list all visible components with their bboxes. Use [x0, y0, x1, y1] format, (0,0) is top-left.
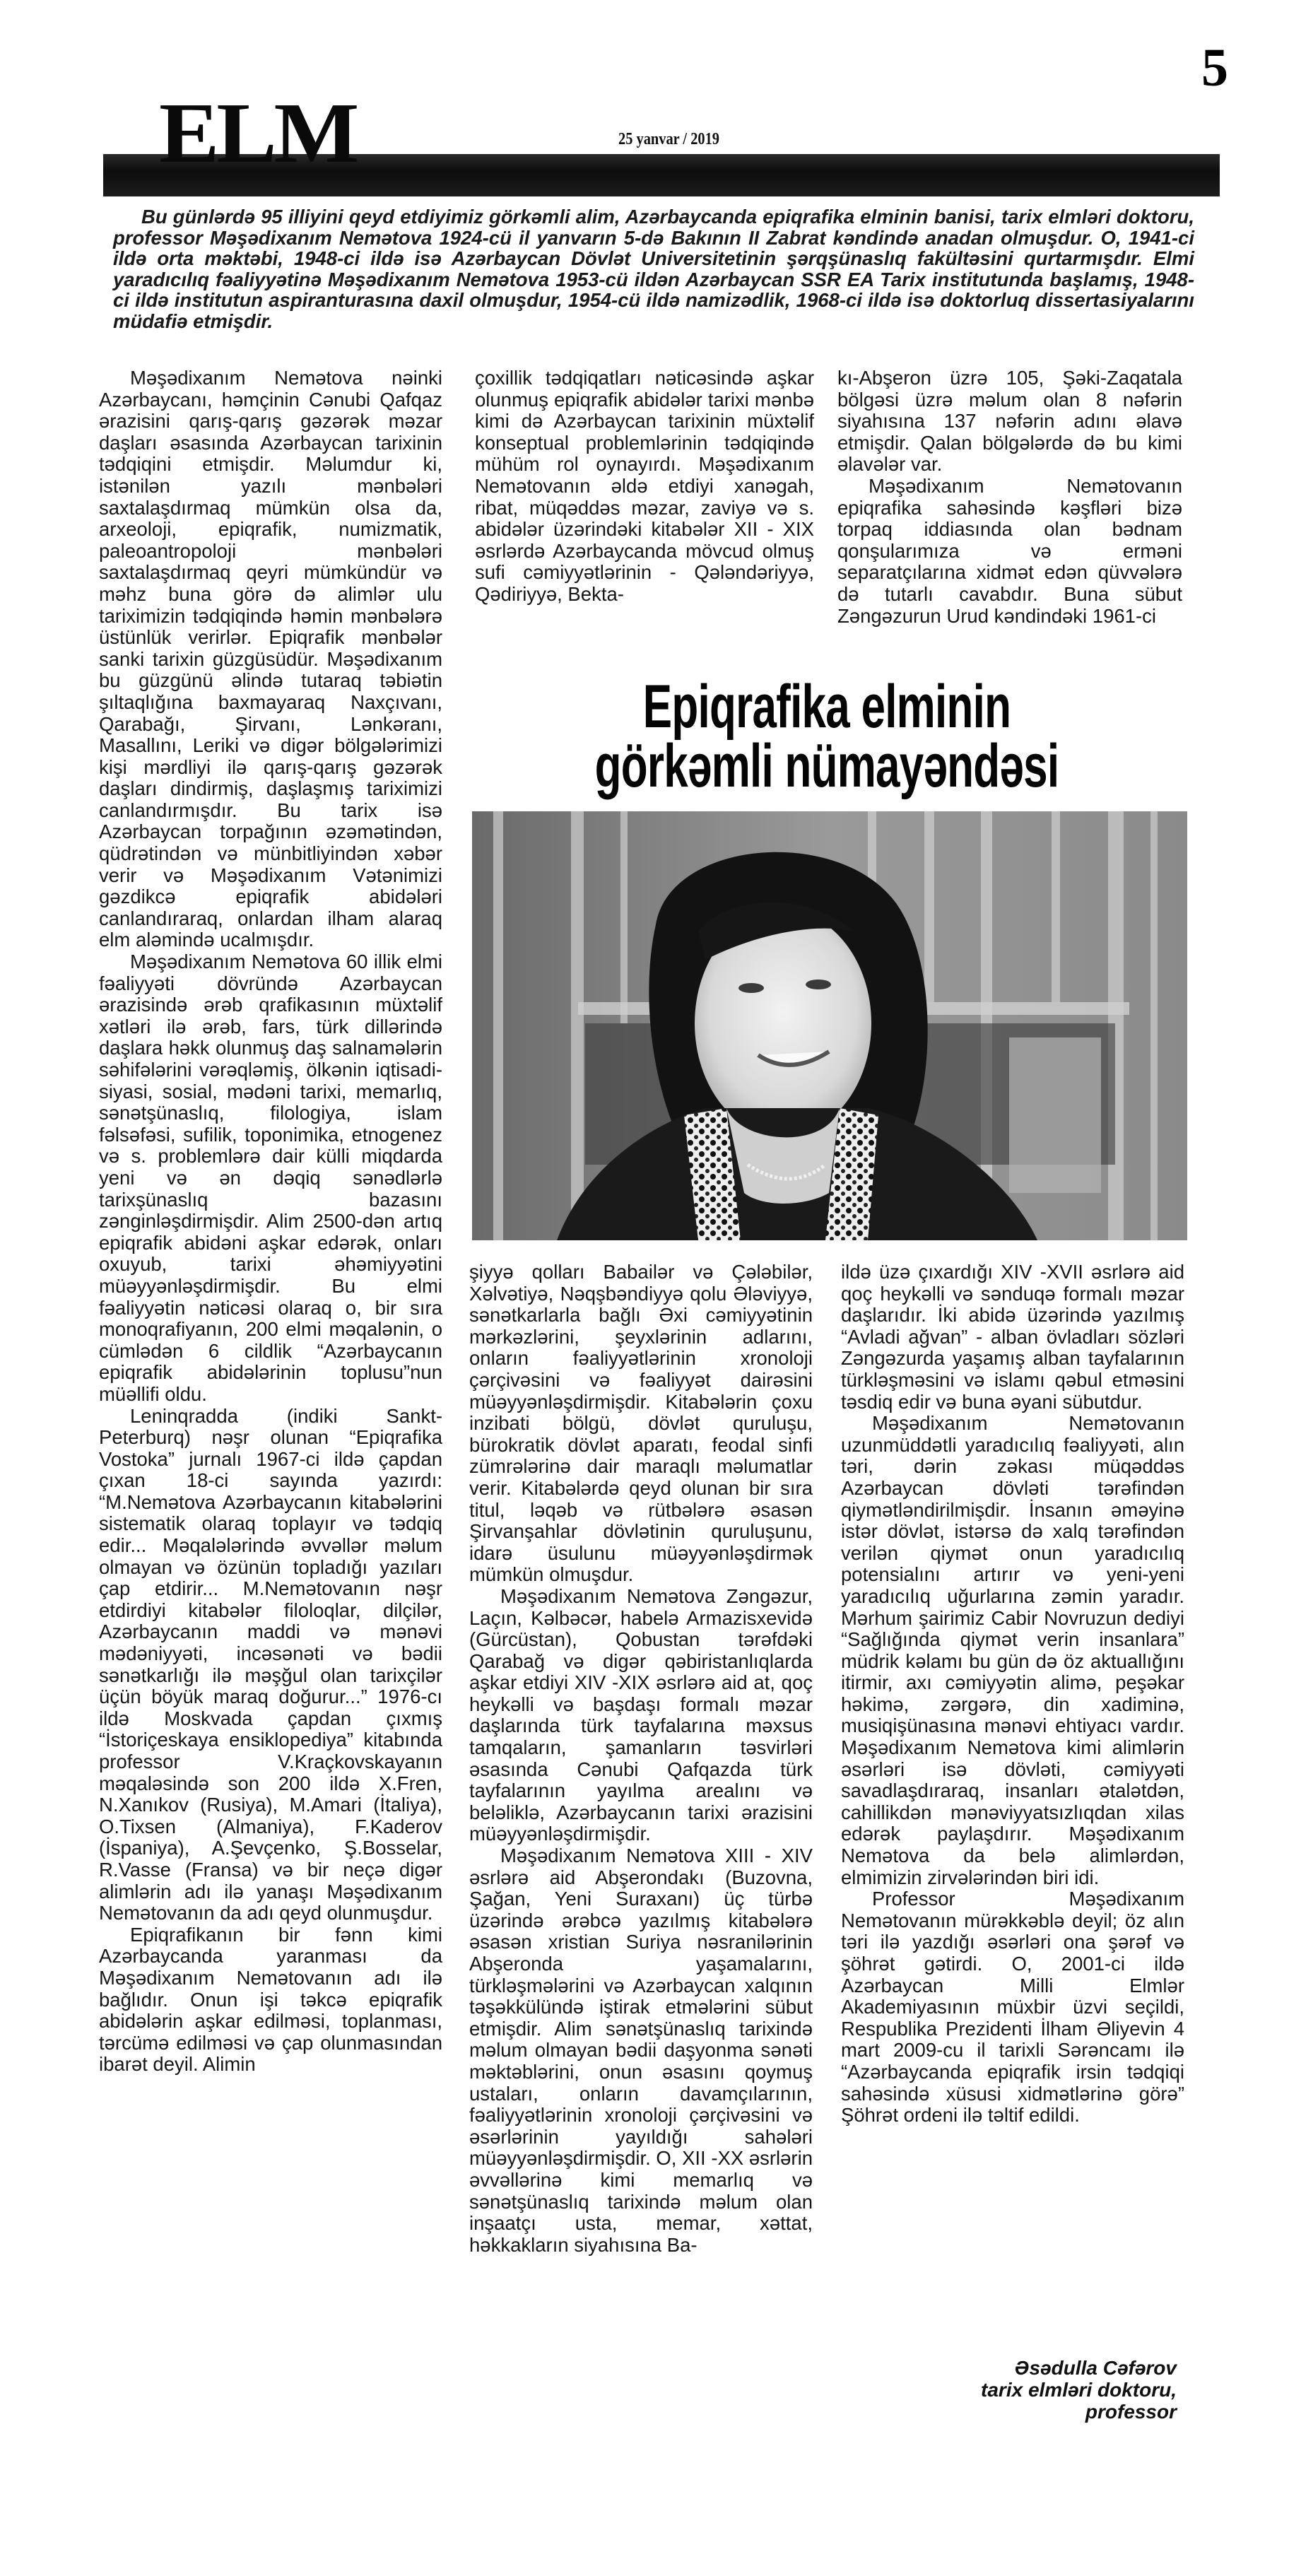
author-degree: tarix elmləri doktoru,	[981, 2379, 1177, 2401]
article-column-2-top	[475, 367, 814, 606]
paragraph: Məşədixanım Nemətovanın uzunmüddətli yaradıcılıq fəaliyyəti, alın təri, dərin zəkası müqəddəs Azərbaycan dövləti tərəfindən qiymətləndirilmişdir. İnsanın əməyinə istər dövlət, istərsə də xalq tərəfindən verilən qiymət onun yaradıcılıq potensialını artırır və yeni-yeni yaradıcılıq uğurlarına zəmin yaradır. Mərhum şairimiz Cabir Novruzun dediyi “Sağlığında qiymət verin insanlara” müdrik kəlamı bu gün də öz aktuallığını itirmir, axı cəmiyyətin alimə, peşəkar həkimə, zərgərə, din xadiminə, musiqişünasına mənəvi ehtiyacı vardır. Məşədixanım Nemətova kimi alimlərin əsərləri isə dövləti, cəmiyyəti savadlaşdıraraq, insanları ətalətdən, cahillikdən mənəviyyatsızlıqdan xilas edərək paylaşdırır. Məşədixanım Nemətova da belə alimlərdən, elmimizin zirvələrindən biri idi.	[841, 1412, 1184, 1888]
paragraph: Məşədixanım Nemətova XIII - XIV əsrlərə aid Abşerondakı (Buzovna, Şağan, Yeni Suraxanı) üç türbə üzərində ərəbcə yazılmış kitabələrə əsasən xristian Suriya nəsranilərinin Abşeronda yaşamalarını, türkləşmələrini və Azərbaycan xalqının təşəkkülündə iştirak etmələrini sübut etmişdir. Alim sənətşünaslıq tarixində məlum olmayan bədii daşyonma sənəti məktəblərini, onun əsasını qoymuş ustaları, onların davamçılarının, fəaliyyətlərinin xronoloji çərçivəsini və əsərlərinin yayıldığı sahələri müəyyənləşdirmişdir. O, XII -XX əsrlərin əvvəllərinə kimi memarlıq və sənətşünaslıq tarixində məlum olan inşaatçı usta, memar, xəttat, həkkakların siyahısına Ba-	[469, 1845, 813, 2256]
author-byline	[919, 2357, 1177, 2423]
paragraph: ildə üzə çıxardığı XIV -XVII əsrlərə aid qoç heykəlli və sənduqə formalı məzar daşlarıdır. İki abidə üzərində yazılmış “Avladi ağvan” - alban övladları sözləri Zəngəzurda yaşamış alban tayfalarının türkləşməsini və islamı qəbul etməsini təsdiq edir və buna əyani sübutdur.	[841, 1261, 1184, 1413]
issue-date: 25 yanvar / 2019	[618, 130, 719, 148]
paragraph: çoxillik tədqiqatları nəticəsində aşkar olunmuş epiqrafik abidələr tarixi mənbə kimi də Azərbaycan tarixinin müxtəlif konseptual problemlərinin tədqiqində mühüm rol oynayırdı. Məşədixanım Nemətovanın əldə etdiyi xanəgah, ribat, müqəddəs məzar, zaviyə və s. abidələr üzərindəki kitabələr XII - XIX əsrlərdə Azərbaycanda mövcud olmuş sufi cəmiyyətlərinin - Qələndəriyyə, Qədiriyyə, Bekta-	[475, 367, 814, 605]
article-column-3-top	[837, 367, 1182, 627]
author-name: Əsədulla Cəfərov	[1014, 2357, 1177, 2379]
article-lead: Bu günlərdə 95 illiyini qeyd etdiyimiz görkəmli alim, Azərbaycanda epiqrafika elminin banisi, tarix elmləri doktoru, professor Məşədixanım Nemətova 1924-cü il yanvarın 5-də Bakının II Zabrat kəndində anadan olmuşdur. O, 1941-ci ildə orta məktəbi, 1948-ci ildə isə Azərbaycan Dövlət Universitetinin şərqşünaslıq fakültəsini qurtarmışdır. Elmi yaradıcılıq fəaliyyətinə Məşədixanım Nemətova 1953-cü ildən Azərbaycan SSR EA Tarix institutunda başlamış, 1948-ci ildə institutun aspiranturasına daxil olmuşdur, 1954-cü ildə namizədlik, 1968-ci ildə isə doktorluq dissertasiyalarını müdafiə etmişdir.	[113, 206, 1194, 332]
paragraph: Epiqrafikanın bir fənn kimi Azərbaycanda yaranması da Məşədixanım Nemətovanın adı ilə bağlıdır. Onun işi təkcə epiqrafik abidələrin aşkar edilməsi, toplanması, tərcümə edilməsi və çap olunmasından ibarət deyil. Alimin	[99, 1923, 442, 2076]
paragraph: Professor Məşədixanım Nemətovanın mürəkkəblə deyil; öz alın təri ilə yazdığı əsərləri ona şərəf və şöhrət gətirdi. O, 2001-ci ildə Azərbaycan Milli Elmlər Akademiyasının müxbir üzvi seçildi, Respublika Prezidenti İlham Əliyevin 4 mart 2009-cu il tarixli Sərəncamı ilə “Azərbaycanda epiqrafik irsin tədqiqi sahəsində xüsusi xidmətlərinə görə” Şöhrət ordeni ilə təltif edildi.	[841, 1888, 1184, 2127]
article-column-3-bottom	[841, 1261, 1184, 2127]
paragraph: Leninqradda (indiki Sankt-Peterburq) nəşr olunan “Epiqrafika Vostoka” jurnalı 1967-ci ildə çapdan çıxan 18-ci sayında yazırdı: “M.Nemətova Azərbaycanın kitabələrini sistematik olaraq toplayır və tədqiq edir... Məqalələrində əvvəllər məlum olmayan və özünün topladığı yazıları çap etdirir... M.Nemətovanın nəşr etdirdiyi kitabələr filoloqlar, dilçilər, Azərbaycanın maddi və mənəvi mədəniyyəti, incəsənəti və bədii sənətkarlığı ilə məşğul olan tarixçilər üçün böyük maraq doğurur...” 1976-cı ildə Moskvada çapdan çıxmış “İstoriçeskaya ensiklopediya” kitabında professor V.Kraçkovskayanın məqaləsində son 200 ildə X.Fren, N.Xanıkov (Rusiya), M.Amari (İtaliya), O.Tixsen (Almaniya), F.Kaderov (İspaniya), A.Şevçenko, Ş.Bosselar, R.Vasse (Fransa) və bir neçə digər alimlərin adı ilə yanaşı Məşədixanım Nemətovanın da adı qeyd olunmuşdur.	[99, 1404, 442, 1924]
paragraph: şiyyə qolları Babailər və Çələbilər, Xəlvətiyə, Nəqşbəndiyyə qolu Ələviyyə, sənətkarlarla bağlı Əxi cəmiyyətinin mərkəzlərini, şeyxlərinin adlarını, onların fəaliyyətlərinin xronoloji çərçivəsini və fəaliyyət dairəsini müəyyənləşdirmişdir. Kitabələrin çoxu inzibati bölgü, dövlət quruluşu, bürokratik dövlət aparatı, feodal sinfi zümrələrinə dair maraqlı məlumatlar verir. Kitabələrdə qeyd olunan bir sıra titul, ləqəb və rütbələrə əsasən Şirvanşahlar dövlətinin quruluşunu, idarə üsulunu müəyyənləşdirmək mümkün olmuşdur.	[469, 1261, 813, 1586]
headline-line-2: görkəmli nümayəndəsi	[594, 732, 1059, 800]
paragraph: kı-Abşeron üzrə 105, Şəki-Zaqatala bölgəsi üzrə məlum olan 8 nəfərin siyahısına 137 nəfərin adını əlavə etmişdir. Qalan bölgələrdə də bu kimi əlavələr var.	[837, 367, 1182, 476]
paragraph: Məşədixanım Nemətova Zəngəzur, Laçın, Kəlbəcər, habelə Armazisxevidə (Gürcüstan), Qobustan tərəfdəki Qarabağ və digər qəbiristanlıqlarda aşkar etdiyi XIV -XIX əsrlərə aid at, qoç heykəlli və başdaşı formalı məzar daşlarında türk tayfalarına məxsus tamqaların, şamanların təsvirləri əsasında Cənubi Qafqazda türk tayfalarının yayılma arealını və beləliklə, Azərbaycanın tarixi ərazisini müəyyənləşdirmişdir.	[469, 1584, 813, 1845]
article-column-1	[99, 367, 442, 2076]
newspaper-title: ELM	[159, 86, 357, 181]
portrait-image	[472, 811, 1187, 1240]
headline-line-1: Epiqrafika elminin	[642, 673, 1011, 741]
portrait-photo	[472, 811, 1187, 1240]
paragraph: Məşədixanım Nemətova nəinki Azərbaycanı, həmçinin Cənubi Qafqaz ərazisini qarış-qarış gəzərək məzar daşları əsasında Azərbaycan tarixinin tədqiqini etmişdir. Məlumdur ki, istənilən yazılı mənbələri saxtalaşdırmaq mümkün olsa da, arxeoloji, epiqrafik, numizmatik, paleoantropoloji mənbələri saxtalaşdırmaq qeyri mümkündür və məhz buna görə də alimlər ulu tariximizin tədqiqində həmin mənbələrə üstünlük verirlər. Epiqrafik mənbələr sanki tarixin güzgüsüdür. Məşədixanım bu güzgünü əlində tutaraq təbiətin şıltaqlığına baxmayaraq Naxçıvanı, Qarabağı, Şirvanı, Lənkəranı, Masallını, Leriki və digər bölgələrimizi kişi mərdliyi ilə qarış-qarış gəzərək daşları dindirmiş, daşlaşmış tariximizi canlandırmışdır. Bu tarix isə Azərbaycan torpağının əzəmətindən, qüdrətindən və münbitliyindən xəbər verir və Məşədixanım Vətənimizi gəzdikcə epiqrafik abidələri canlandıraraq, onlardan ilham alaraq elm aləmində ucalmışdır.	[99, 367, 442, 951]
article-column-2-bottom	[469, 1261, 813, 2256]
author-title: professor	[1085, 2401, 1177, 2423]
article-headline	[557, 673, 1096, 800]
paragraph: Məşədixanım Nemətova 60 illik elmi fəaliyyəti dövründə Azərbaycan ərazisində ərəb qrafikasının müxtəlif xətləri ilə ərəb, fars, türk dillərində daşlara həkk olunmuş daş salnamələrin səhifələrini vərəqləmiş, ölkənin iqtisadi-siyasi, sosial, mədəni tarixi, memarlıq, sənətşünaslıq, filologiya, islam fəlsəfəsi, sufilik, toponimika, etnogenez və s. problemlərə dair külli miqdarda yeni və ən dəqiq sənədlərlə tarixşünaslıq bazasını zənginləşdirmişdir. Alim 2500-dən artıq epiqrafik abidəni aşkar edərək, onları oxuyub, tarixi əhəmiyyətini müəyyənləşdirmişdir. Bu elmi fəaliyyətin nəticəsi olaraq o, bir sıra monoqrafiyanın, 200 elmi məqalənin, o cümlədən 6 cildlik “Azərbaycanın epiqrafik abidələrinin toplusu”nun müəllifi oldu.	[99, 951, 442, 1405]
paragraph: Məşədixanım Nemətovanın epiqrafika sahəsində kəşfləri bizə torpaq iddiasında olan bədnam qonşularımıza və erməni separatçılarına xidmət edən qüvvələrə də tutarlı cavabdır. Buna sübut Zəngəzurun Urud kəndindəki 1961-ci	[837, 474, 1182, 627]
page-number: 5	[1201, 38, 1228, 98]
